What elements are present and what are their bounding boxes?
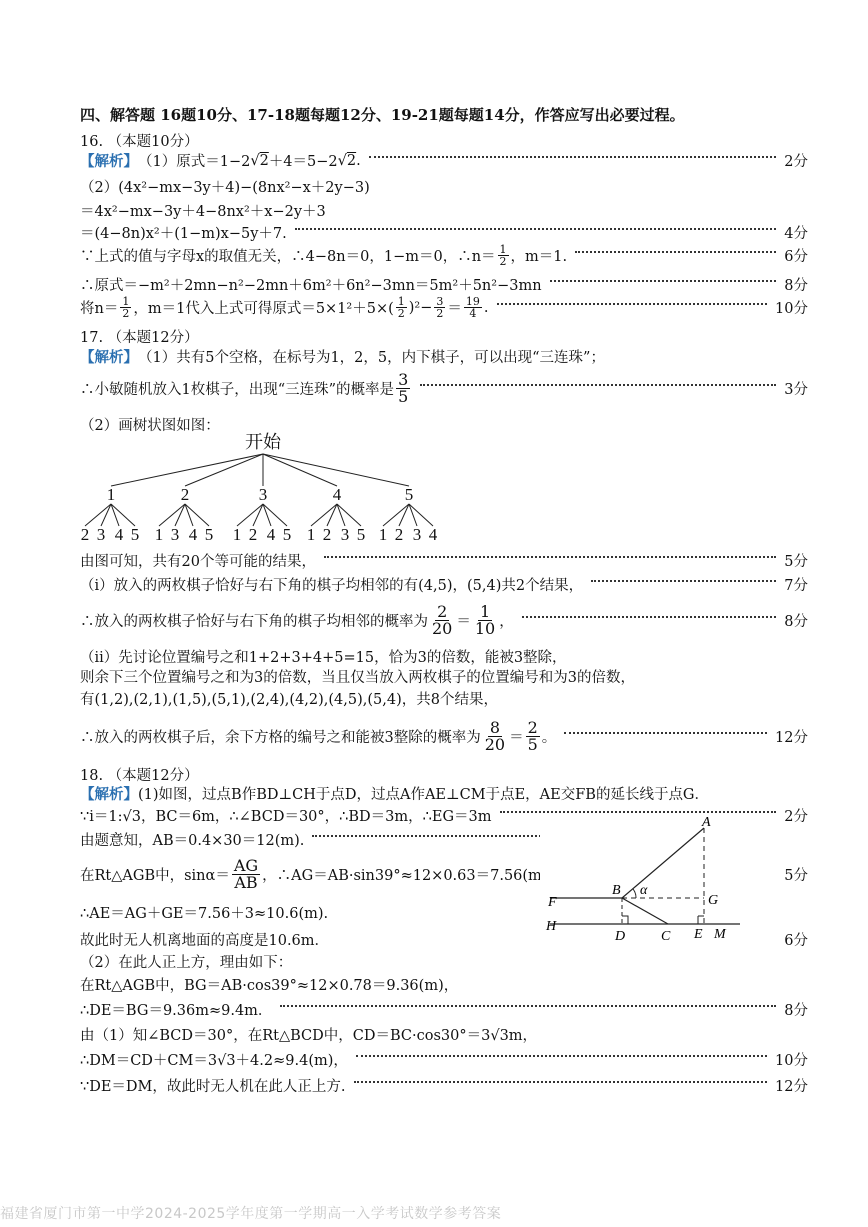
tree-node-level2: 4: [428, 525, 438, 544]
leader-dots: [564, 732, 767, 734]
fraction: $\frac{8}{20}$: [484, 718, 506, 754]
q16-l7-a: 将n＝: [80, 301, 119, 317]
tree-branch: [399, 504, 409, 526]
label-D: D: [615, 929, 626, 944]
score: 8分: [784, 614, 808, 630]
tree-diagram: [75, 430, 455, 548]
label-H: H: [546, 919, 557, 934]
score: 6分: [784, 933, 808, 949]
tree-node-level1: 4: [332, 485, 342, 504]
q17-line7: （ii）先讨论位置编号之和1+2+3+4+5=15，恰为3的倍数，能被3整除，: [80, 650, 567, 666]
geometry-figure: [540, 814, 760, 944]
ab-line: [622, 828, 704, 898]
label-A: A: [702, 815, 711, 830]
q16-l1-d: 2: [346, 152, 357, 169]
tree-branch: [311, 504, 337, 526]
q17-title: 17. （本题12分）: [80, 330, 199, 346]
label-G: G: [708, 893, 719, 908]
tree-node-level2: 5: [356, 525, 366, 544]
q16-line5: [80, 244, 808, 267]
tree-node-level2: 2: [248, 525, 258, 544]
q17-line3: （2）画树状图如图：: [80, 418, 220, 434]
tree-node-level2: 1: [378, 525, 388, 544]
leader-dots: [497, 303, 768, 305]
score: 8分: [784, 278, 808, 294]
tree-node-level2: 2: [394, 525, 404, 544]
score: 3分: [784, 382, 808, 398]
q18-line8: 在Rt△AGB中，BG＝AB·cos39°≈12×0.78＝9.36(m)，: [80, 978, 459, 994]
q17-line6: [80, 604, 808, 637]
score: 5分: [784, 554, 808, 570]
q18-l12-text: ∵DE＝DM，故此时无人机在此人正上方.: [80, 1079, 346, 1095]
tree-branch: [263, 454, 337, 486]
q16-line7: [80, 296, 808, 319]
tree-node-level2: 5: [130, 525, 140, 544]
label-alpha: α: [640, 883, 648, 898]
tree-branch: [85, 504, 111, 526]
tree-node-level1: 5: [404, 485, 414, 504]
q16-line4: [80, 222, 808, 243]
q17-l1-text: （1）共有5个空格，在标号为1，2，5，内下棋子，可以出现“三连珠”；: [138, 350, 605, 366]
q16-l1-b: 2: [259, 152, 269, 169]
tree-node-level2: 2: [322, 525, 332, 544]
q16-l1-c: ＋4＝5−2: [268, 154, 338, 170]
right-angle-d: [622, 916, 628, 924]
score: 10分: [775, 1053, 808, 1069]
sqrt-symbol: √: [250, 152, 260, 169]
q18-line12: [80, 1075, 808, 1096]
score: 2分: [784, 809, 808, 825]
q17-line4: [80, 550, 808, 571]
score: 10分: [775, 301, 808, 317]
score: 12分: [775, 730, 808, 746]
section-heading: 四、解答题 16题10分、17-18题每题12分、19-21题每题14分，作答应写出必要过程。: [80, 106, 685, 124]
tree-node-level2: 1: [232, 525, 242, 544]
q16-l1-a: （1）原式＝1−2: [138, 154, 251, 170]
q16-l4-text: ＝(4−8n)x²＋(1−m)x−5y＋7.: [80, 226, 287, 242]
tree-node-level2: 4: [188, 525, 198, 544]
score: 4分: [784, 226, 808, 242]
solution-tag: 【解析】: [80, 153, 138, 170]
fraction: $\frac{1}{2}$: [122, 295, 130, 320]
q17-l6-text: ∴放入的两枚棋子恰好与右下角的棋子均相邻的概率为: [80, 614, 428, 630]
q18-line7: （2）在此人正上方，理由如下：: [80, 955, 293, 971]
label-C: C: [661, 929, 671, 944]
q16-title: 16. （本题10分）: [80, 134, 199, 150]
q17-l10-text: ∴放入的两枚棋子后，余下方格的编号之和能被3整除的概率为: [80, 730, 481, 746]
leader-dots: [356, 1055, 767, 1057]
footer-watermark: 福建省厦门市第一中学2024-2025学年度第一学期高一入学考试数学参考答案: [0, 1206, 502, 1222]
tree-node-level2: 3: [340, 525, 350, 544]
fraction: $\frac{AG}{AB}$: [233, 856, 259, 892]
q18-l6-text: 故此时无人机离地面的高度是10.6m．: [80, 933, 330, 949]
leader-dots: [324, 556, 776, 558]
q17-line9: 有(1,2),(2,1),(1,5),(5,1),(2,4),(4,2),(4,5),(5,4)，共8个结果，: [80, 692, 498, 708]
q17-line10: [80, 720, 808, 753]
label-M: M: [714, 927, 726, 942]
tree-root: 开始: [245, 432, 281, 452]
fraction: $\frac{2}{20}$: [432, 602, 453, 638]
fraction: $\frac{1}{10}$: [474, 602, 496, 638]
q16-line3: ＝4x²−mx−3y＋4−8nx²＋x−2y＋3: [80, 204, 326, 220]
fraction: $\frac{3}{2}$: [436, 295, 444, 320]
q16-line1: [80, 150, 808, 171]
tree-node-level2: 3: [96, 525, 106, 544]
q18-line1: [80, 783, 808, 804]
score: 12分: [775, 1079, 808, 1095]
q17-line5: [80, 574, 808, 595]
eq: ＝: [509, 730, 524, 746]
tree-branch: [237, 504, 263, 526]
tree-branch: [383, 504, 409, 526]
q17-line2: [80, 372, 808, 405]
tree-node-level1: 3: [258, 485, 268, 504]
tree-branch: [263, 454, 409, 486]
tree-node-level1: 2: [180, 485, 190, 504]
q18-l4-b: ，∴AG＝AB·sin39°≈12×0.63＝7.56(m): [262, 868, 548, 884]
leader-dots: [369, 156, 777, 158]
label-E: E: [694, 927, 703, 942]
q18-l3-text: 由题意知，AB＝0.4×30＝12(m).: [80, 833, 305, 849]
q18-title: 18. （本题12分）: [80, 768, 199, 784]
leader-dots: [295, 228, 777, 230]
leader-dots: [550, 280, 777, 282]
tree-node-level2: 1: [154, 525, 164, 544]
q18-l4-a: 在Rt△AGB中，sinα＝: [80, 868, 230, 884]
q18-l11-text: ∴DM＝CD＋CM＝3√3＋4.2≈9.4(m)，: [80, 1053, 348, 1069]
tree-branch: [159, 504, 185, 526]
q17-l5-text: （i）放入的两枚棋子恰好与右下角的棋子均相邻的有(4,5)，(5,4)共2个结果，: [80, 578, 584, 594]
fraction: $\frac{3}{5}$: [398, 370, 409, 406]
sqrt-symbol: √: [337, 152, 347, 169]
tree-node-level2: 3: [412, 525, 422, 544]
tree-node-level2: 4: [266, 525, 276, 544]
alpha-arc: [633, 889, 636, 898]
q18-l9-text: ∴DE＝BG＝9.36m≈9.4m．: [80, 1003, 273, 1019]
eq: ＝: [456, 614, 471, 630]
q18-line10: 由（1）知∠BCD＝30°，在Rt△BCD中，CD＝BC·cos30°＝3√3m，: [80, 1028, 538, 1044]
tree-node-level2: 4: [114, 525, 124, 544]
label-F: F: [548, 895, 557, 910]
q18-l2-text: ∵i＝1:√3，BC＝6m，∴∠BCD＝30°，∴BD＝3m，∴EG＝3m: [80, 809, 492, 825]
score: 7分: [784, 578, 808, 594]
score: 3分: [680, 833, 705, 849]
q16-l6-text: ∴原式＝−m²＋2mn−n²−2mn＋6m²＋6n²−3mn＝5m²＋5n²−3mn: [80, 278, 542, 294]
leader-dots: [522, 616, 777, 618]
q16-l7-c: )²−: [408, 299, 433, 316]
punct: ，: [499, 614, 514, 630]
q17-line8: 则余下三个位置编号之和为3的倍数，当且仅当放入两枚棋子的位置编号和为3的倍数，: [80, 670, 635, 686]
q16-l7-b: ，m＝1代入上式可得原式＝5×1²＋5×(: [133, 301, 394, 317]
q16-l5-b: ，m＝1.: [510, 249, 568, 265]
fraction: $\frac{19}{4}$: [465, 295, 480, 320]
score: 5分: [784, 868, 808, 884]
score: 2分: [784, 154, 808, 170]
score: 8分: [784, 1003, 808, 1019]
fraction: $\frac{1}{2}$: [499, 243, 507, 268]
q16-line6: [80, 274, 808, 295]
tree-node-level2: 3: [170, 525, 180, 544]
tree-node-level2: 2: [80, 525, 90, 544]
leader-dots: [500, 811, 777, 813]
label-B: B: [612, 883, 621, 898]
q18-line5: ∴AE＝AG＋GE＝7.56＋3≈10.6(m).: [80, 906, 329, 922]
q16-l5-a: ∵上式的值与字母x的取值无关，∴4−8n＝0，1−m＝0，∴n＝: [80, 249, 496, 265]
score: 6分: [784, 249, 808, 265]
leader-dots: [591, 580, 776, 582]
leader-dots: [280, 1005, 776, 1007]
tree-branch: [101, 504, 111, 526]
punct: 。: [541, 730, 557, 746]
tree-node-level2: 5: [282, 525, 292, 544]
fraction: $\frac{2}{5}$: [527, 718, 538, 754]
q16-l7-end: .: [483, 299, 489, 316]
tree-node-level2: 1: [306, 525, 316, 544]
q18-line9: [80, 999, 808, 1020]
tree-node-level2: 5: [204, 525, 214, 544]
q17-l2-text: ∴小敏随机放入1枚棋子，出现“三连珠”的概率是: [80, 382, 395, 398]
tree-node-level1: 1: [106, 485, 116, 504]
leader-dots: [420, 384, 776, 386]
leader-dots: [354, 1081, 768, 1083]
tree-branch: [253, 504, 263, 526]
tree-branch: [185, 454, 263, 486]
q17-line1: [80, 346, 808, 367]
fraction: $\frac{1}{2}$: [397, 295, 405, 320]
bc-line: [622, 898, 668, 924]
q18-line11: [80, 1049, 808, 1070]
solution-tag: 【解析】: [80, 349, 138, 366]
q18-l1-text: (1)如图，过点B作BD⊥CH于点D，过点A作AE⊥CM于点E，AE交FB的延长线于点G．: [138, 787, 710, 803]
q16-l1-e: .: [356, 152, 361, 169]
tree-branch: [111, 454, 263, 486]
leader-dots: [575, 251, 776, 253]
solution-tag: 【解析】: [80, 786, 138, 803]
q16-line2: （2）(4x²−mx−3y＋4)−(8nx²−x＋2y−3): [80, 180, 370, 196]
tree-branch: [327, 504, 337, 526]
q17-l4-text: 由图可知，共有20个等可能的结果，: [80, 554, 316, 570]
tree-branch: [175, 504, 185, 526]
q16-l7-eq: ＝: [447, 301, 462, 317]
